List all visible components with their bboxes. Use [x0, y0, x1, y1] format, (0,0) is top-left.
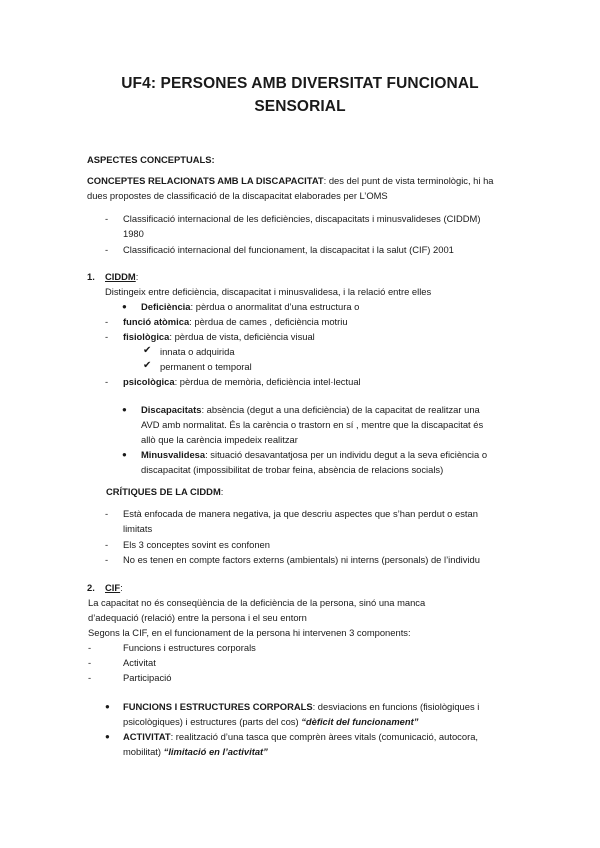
minusvalidesa-rest: : situació desavantatjosa per un individu degut a la seva eficiència o: [205, 449, 488, 460]
funcions-line1: [123, 699, 479, 714]
activitat-term: ACTIVITAT: [123, 731, 171, 742]
deficiencia-term: Deficiència: [141, 301, 191, 312]
component-dash-1: -: [88, 642, 92, 653]
intro-line1: [87, 173, 494, 188]
deficiencia-item: [141, 299, 359, 314]
ciddm-title: CIDDM: [105, 271, 136, 282]
component-1: Funcions i estructures corporals: [123, 642, 256, 653]
bullet-icon: ●: [122, 450, 127, 459]
minusvalidesa-line1: [141, 447, 487, 462]
cif-heading: [105, 580, 123, 595]
intro-rest: : des del punt de vista terminològic, hi ha: [323, 175, 494, 186]
component-dash-3: -: [88, 672, 92, 683]
critique-3: No es tenen en compte factors externs (ambientals) ni interns (personals) de l’individu: [123, 554, 480, 565]
intro-line2: dues propostes de classificació de la discapacitat elaborades per L’OMS: [87, 190, 388, 201]
cif-number: 2.: [87, 582, 95, 593]
component-dash-2: -: [88, 657, 92, 668]
cif-p1: La capacitat no és conseqüència de la deficiència de la persona, sinó una manca: [88, 597, 426, 608]
critique-1-line1: Està enfocada de manera negativa, ja que descriu aspectes que s’han perdut o estan: [123, 508, 478, 519]
activitat-line1: [123, 729, 478, 744]
ciddm-desc: Distingeix entre deficiència, discapacitat i minusvalidesa, i la relació entre elles: [105, 286, 432, 297]
classif-dash-2: -: [105, 244, 109, 255]
psicologica-dash: -: [105, 376, 109, 387]
critique-dash-2: -: [105, 539, 109, 550]
funcio-dash: -: [105, 316, 109, 327]
bullet-icon: ●: [122, 405, 127, 414]
cif-p2: d’adequació (relació) entre la persona i el seu entorn: [88, 612, 307, 623]
critiques-colon: :: [220, 486, 224, 497]
critiques-title: CRÍTIQUES DE LA CIDDM: [106, 486, 221, 497]
bullet-icon: ●: [105, 732, 110, 741]
check-item-permanent: permanent o temporal: [160, 361, 252, 372]
page-title-line2: SENSORIAL: [254, 98, 346, 115]
funcions-line2-text: psicològiques) i estructures (parts del cos): [123, 716, 302, 727]
activitat-quote: “limitació en l’activitat”: [163, 746, 268, 757]
checkmark-icon: ✔: [143, 360, 152, 371]
cif-colon: :: [120, 582, 123, 593]
component-2: Activitat: [123, 657, 156, 668]
classif-item-2: Classificació internacional del funcionament, la discapacitat i la salut (CIF) 2001: [123, 244, 454, 255]
fisiologica-term: fisiològica: [123, 331, 170, 342]
bullet-icon: ●: [122, 302, 127, 311]
ciddm-colon: :: [135, 271, 139, 282]
psicologica-term: psicològica: [123, 376, 175, 387]
discapacitats-line1: [141, 402, 480, 417]
discapacitats-line3: allò que la carència impedeix realitzar: [141, 434, 298, 445]
funcions-rest: : desviacions en funcions (fisiològiques i: [312, 701, 480, 712]
classif-item-1-line1: Classificació internacional de les deficiències, discapacitats i minusvalideses (CIDDM): [123, 213, 481, 224]
activitat-line2-text: mobilitat): [123, 746, 164, 757]
activitat-rest: : realització d’una tasca que comprèn àrees vitals (comunicació, autocora,: [170, 731, 479, 742]
classif-item-1-line2: 1980: [123, 228, 144, 239]
discapacitats-term: Discapacitats: [141, 404, 202, 415]
ciddm-number: 1.: [87, 271, 95, 282]
discapacitats-line2: AVD amb normalitat. És la carència o trastorn en sí , mentre que la discapacitat és: [141, 419, 484, 430]
ciddm-heading: [105, 269, 138, 284]
minusvalidesa-term: Minusvalidesa: [141, 449, 206, 460]
critique-1-line2: limitats: [123, 523, 153, 534]
cif-p3: Segons la CIF, en el funcionament de la persona hi intervenen 3 components:: [88, 627, 411, 638]
deficiencia-rest: : pèrdua o anormalitat d’una estructura o: [190, 301, 360, 312]
funcio-item: [123, 314, 348, 329]
psicologica-rest: : pèrdua de memòria, deficiència intel·lectual: [174, 376, 361, 387]
funcions-quote: “dèficit del funcionament”: [301, 716, 419, 727]
aspectes-heading: ASPECTES CONCEPTUALS:: [87, 154, 215, 165]
critique-dash-3: -: [105, 554, 109, 565]
cif-title: CIF: [105, 582, 121, 593]
component-3: Participació: [123, 672, 172, 683]
fisiologica-item: [123, 329, 315, 344]
checkmark-icon: ✔: [143, 345, 152, 356]
psicologica-item: [123, 374, 361, 389]
funcions-term: FUNCIONS I ESTRUCTURES CORPORALS: [123, 701, 313, 712]
fisiologica-rest: : pèrdua de vista, deficiència visual: [169, 331, 315, 342]
funcio-rest: : pèrdua de cames , deficiència motriu: [189, 316, 348, 327]
fisiologica-dash: -: [105, 331, 109, 342]
critique-dash-1: -: [105, 508, 109, 519]
funcions-line2: [123, 714, 418, 729]
intro-term: CONCEPTES RELACIONATS AMB LA DISCAPACITAT: [87, 175, 324, 186]
classif-dash-1: -: [105, 213, 109, 224]
minusvalidesa-line2: discapacitat (impossibilitat de trobar feina, absència de relacions socials): [141, 464, 444, 475]
critiques-heading: [106, 484, 223, 499]
discapacitats-rest: : absència (degut a una deficiència) de la capacitat de realitzar una: [201, 404, 480, 415]
page-title-line1: UF4: PERSONES AMB DIVERSITAT FUNCIONAL: [121, 75, 479, 92]
activitat-line2: [123, 744, 268, 759]
bullet-icon: ●: [105, 702, 110, 711]
critique-2: Els 3 conceptes sovint es confonen: [123, 539, 270, 550]
funcio-term: funció atòmica: [123, 316, 190, 327]
check-item-innata: innata o adquirida: [160, 346, 235, 357]
